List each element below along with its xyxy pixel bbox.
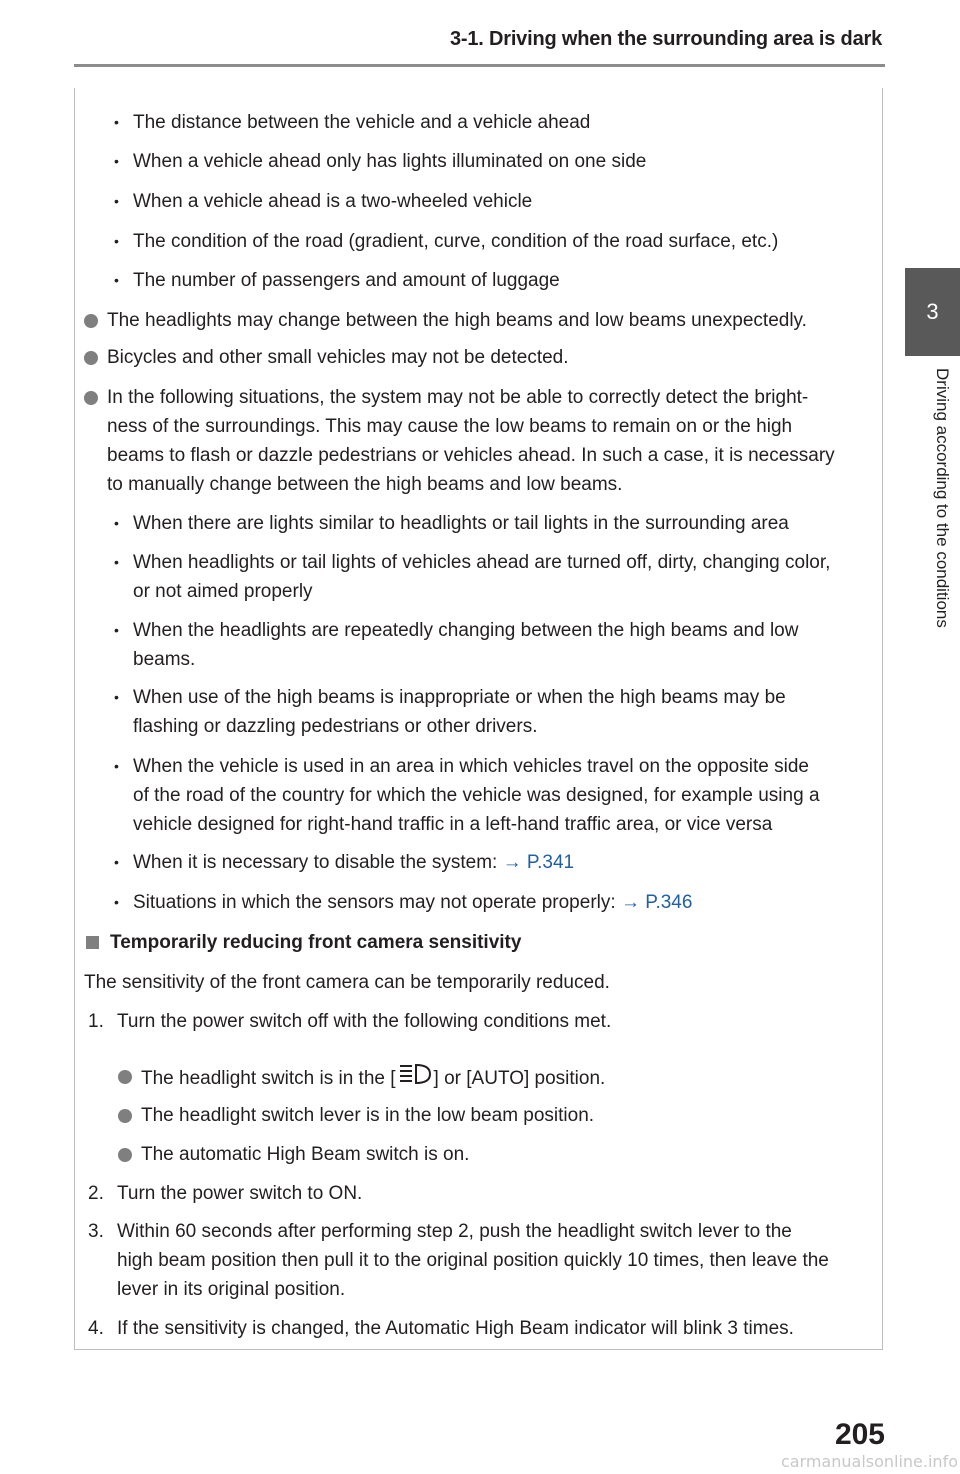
note-circle-icon bbox=[118, 1148, 132, 1162]
list-item: When the vehicle is used in an area in which vehicles travel on the opposite side bbox=[133, 756, 809, 777]
bullet-icon: • bbox=[114, 554, 119, 570]
step-text: Turn the power switch to ON. bbox=[117, 1183, 363, 1204]
condition-text: ] position. bbox=[523, 1068, 606, 1089]
page-reference-link[interactable]: → P.346 bbox=[620, 892, 693, 913]
section-square-icon bbox=[86, 936, 99, 949]
list-item bbox=[133, 888, 692, 917]
list-item: When the headlights are repeatedly changing between the high beams and low bbox=[133, 620, 799, 641]
step-text: Turn the power switch off with the following conditions met. bbox=[117, 1011, 612, 1032]
list-item: When use of the high beams is inappropriate or when the high beams may be bbox=[133, 687, 786, 708]
section-heading: Temporarily reducing front camera sensitivity bbox=[110, 932, 522, 953]
step-number: 3. bbox=[88, 1221, 104, 1242]
bullet-icon: • bbox=[114, 153, 119, 169]
step-text: Within 60 seconds after performing step 2, push the headlight switch lever to the bbox=[117, 1221, 792, 1242]
note-text: The headlights may change between the high beams and low beams unexpectedly. bbox=[107, 310, 807, 331]
bullet-icon: • bbox=[114, 689, 119, 705]
list-item: When a vehicle ahead is a two-wheeled vehicle bbox=[133, 191, 533, 212]
page-header-title: 3-1. Driving when the surrounding area is dark bbox=[449, 28, 882, 50]
note-text: beams to flash or dazzle pedestrians or vehicles ahead. In such a case, it is necessary bbox=[107, 445, 835, 466]
list-item: When there are lights similar to headlights or tail lights in the surrounding area bbox=[133, 513, 789, 534]
bullet-icon: • bbox=[114, 758, 119, 774]
step-number: 2. bbox=[88, 1183, 104, 1204]
step-text: If the sensitivity is changed, the Automatic High Beam indicator will blink 3 times. bbox=[117, 1318, 794, 1339]
note-circle-icon bbox=[84, 391, 98, 405]
list-item: or not aimed properly bbox=[133, 581, 313, 602]
auto-label: AUTO bbox=[471, 1068, 524, 1089]
page-number: 205 bbox=[834, 1418, 885, 1451]
note-text: Bicycles and other small vehicles may not be detected. bbox=[107, 347, 569, 368]
condition-item: The headlight switch lever is in the low beam position. bbox=[141, 1105, 595, 1126]
list-item: vehicle designed for right-hand traffic in a left-hand traffic area, or vice versa bbox=[133, 814, 773, 835]
step-text: lever in its original position. bbox=[117, 1279, 346, 1300]
section-intro: The sensitivity of the front camera can be temporarily reduced. bbox=[84, 972, 610, 993]
condition-item bbox=[141, 1062, 605, 1093]
list-item: beams. bbox=[133, 649, 196, 670]
note-circle-icon bbox=[84, 314, 98, 328]
list-item-text: When it is necessary to disable the system: bbox=[133, 852, 503, 873]
page-reference-link[interactable]: → P.341 bbox=[502, 852, 575, 873]
list-item: When headlights or tail lights of vehicles ahead are turned off, dirty, changing color, bbox=[133, 552, 831, 573]
list-item: When a vehicle ahead only has lights illuminated on one side bbox=[133, 151, 647, 172]
bullet-icon: • bbox=[114, 114, 119, 130]
note-text: ness of the surroundings. This may cause the low beams to remain on or the high bbox=[107, 416, 793, 437]
bullet-icon: • bbox=[114, 894, 119, 910]
watermark: carmanualsonline.info bbox=[780, 1452, 958, 1471]
note-text: In the following situations, the system may not be able to correctly detect the bright- bbox=[107, 387, 809, 408]
chapter-number: 3 bbox=[926, 299, 939, 324]
bullet-icon: • bbox=[114, 233, 119, 249]
step-number: 1. bbox=[88, 1011, 104, 1032]
list-item: The number of passengers and amount of luggage bbox=[133, 270, 560, 291]
header-divider bbox=[74, 64, 885, 67]
note-circle-icon bbox=[118, 1070, 132, 1084]
bullet-icon: • bbox=[114, 854, 119, 870]
condition-text: The headlight switch is in the [ bbox=[141, 1068, 396, 1089]
step-number: 4. bbox=[88, 1318, 104, 1339]
condition-item: The automatic High Beam switch is on. bbox=[141, 1144, 470, 1165]
chapter-label: Driving according to the conditions bbox=[933, 368, 952, 628]
list-item: flashing or dazzling pedestrians or other drivers. bbox=[133, 716, 538, 737]
headlight-icon bbox=[398, 1062, 432, 1088]
list-item-text: Situations in which the sensors may not operate properly: bbox=[133, 892, 621, 913]
note-circle-icon bbox=[118, 1109, 132, 1123]
list-item: The distance between the vehicle and a vehicle ahead bbox=[133, 112, 591, 133]
condition-text: ] or [ bbox=[433, 1068, 472, 1089]
note-circle-icon bbox=[84, 351, 98, 365]
bullet-icon: • bbox=[114, 272, 119, 288]
bullet-icon: • bbox=[114, 622, 119, 638]
bullet-icon: • bbox=[114, 193, 119, 209]
list-item: The condition of the road (gradient, curve, condition of the road surface, etc.) bbox=[133, 231, 779, 252]
list-item bbox=[133, 848, 574, 877]
bullet-icon: • bbox=[114, 515, 119, 531]
list-item: of the road of the country for which the vehicle was designed, for example using a bbox=[133, 785, 820, 806]
note-text: to manually change between the high beams and low beams. bbox=[107, 474, 623, 495]
chapter-tab bbox=[905, 268, 960, 356]
step-text: high beam position then pull it to the original position quickly 10 times, then leave the bbox=[117, 1250, 829, 1271]
